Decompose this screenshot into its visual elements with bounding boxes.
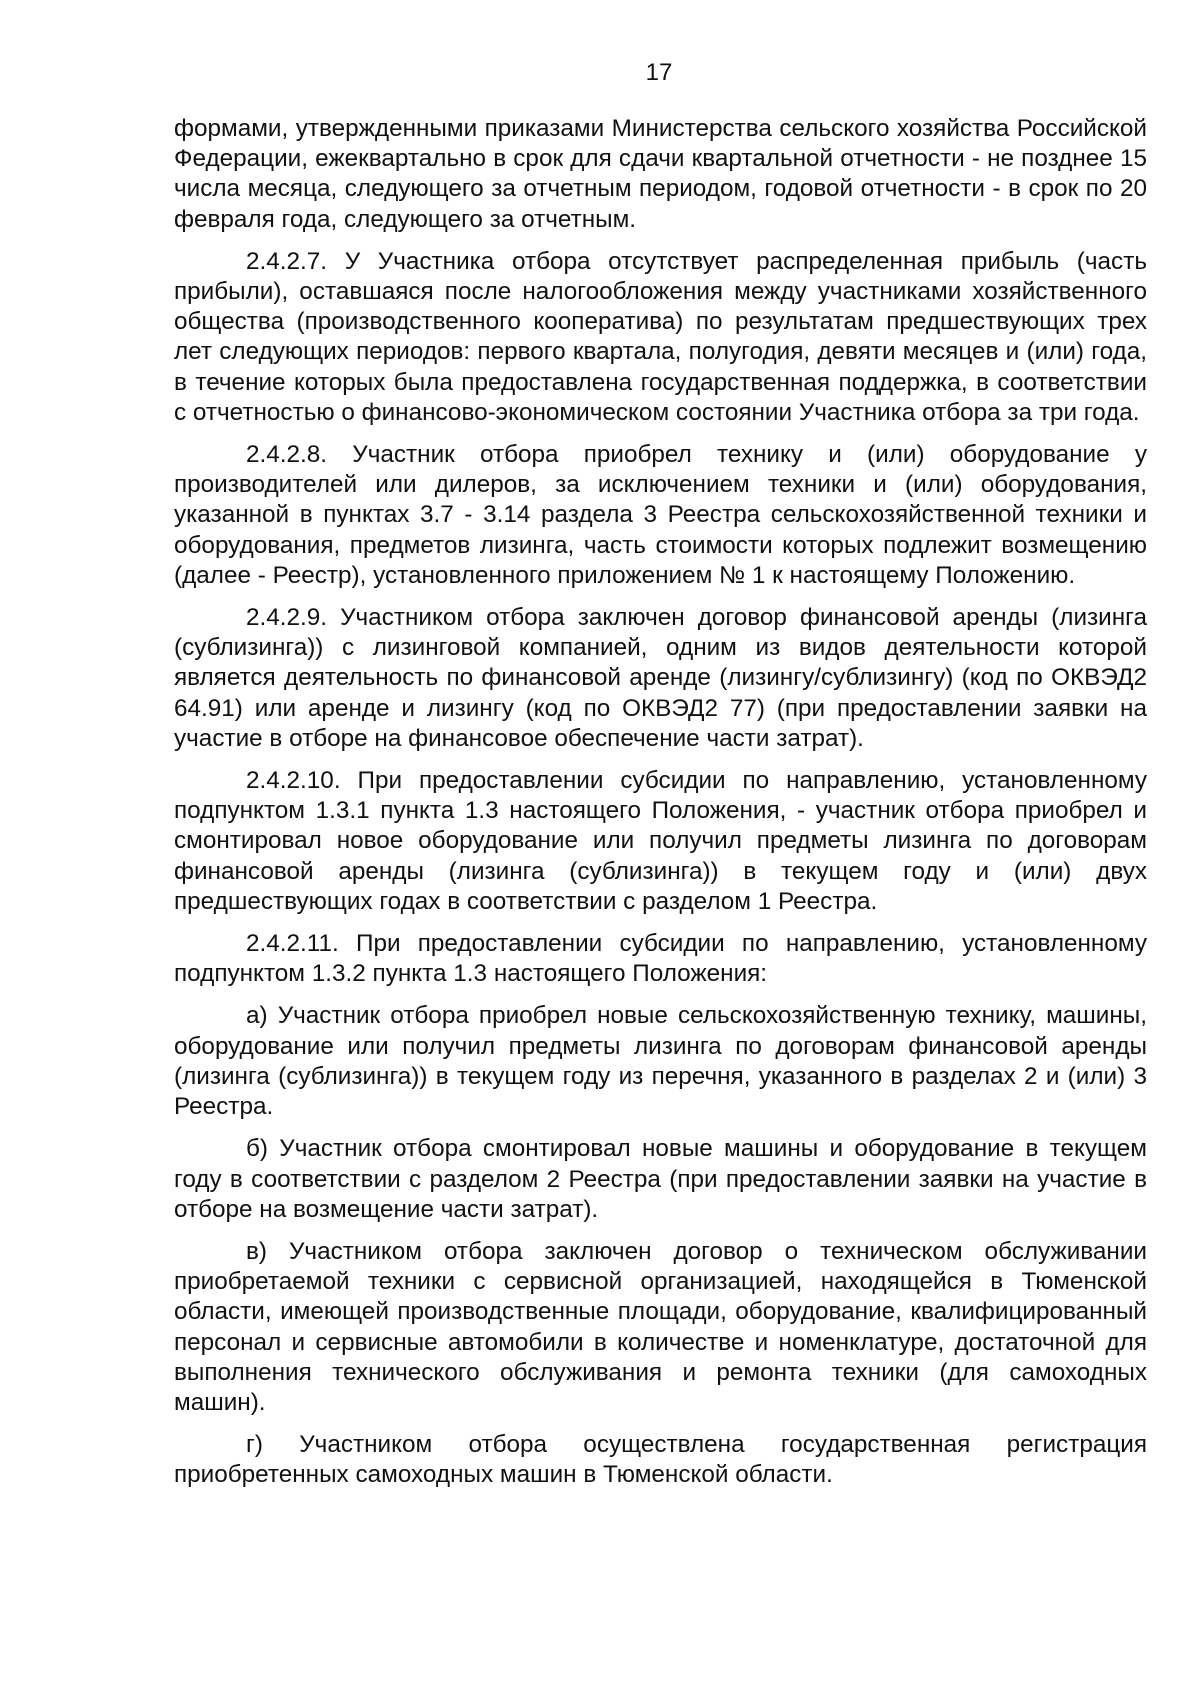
paragraph-2-4-2-9: 2.4.2.9. Участником отбора заключен договор финансовой аренды (лизинга (сублизинга)) с лизинговой компанией, одним из видов деятельности которой является деятельность по финансовой аренде (лизингу/сублизингу) (код по ОКВЭД2 64.91) или аренде и лизингу (код по ОКВЭД2 77) (при предоставлении заявки на участие в отборе на финансовое обеспечение части затрат). (174, 604, 1147, 752)
paragraph-item-g: г) Участником отбора осуществлена государственная регистрация приобретенных самоходных машин в Тюменской области. (174, 1431, 1147, 1489)
paragraph-item-b: б) Участник отбора смонтировал новые машины и оборудование в текущем году в соответствии с разделом 2 Реестра (при предоставлении заявки на участие в отборе на возмещение части затрат). (174, 1135, 1147, 1223)
paragraph-2-4-2-8: 2.4.2.8. Участник отбора приобрел технику и (или) оборудование у производителей или дилеров, за исключением техники и (или) оборудования, указанной в пунктах 3.7 - 3.14 раздела 3 Реестра сельскохозяйственной техники и оборудования, предметов лизинга, часть стоимости которых подлежит возмещению (далее - Реестр), установленного приложением № 1 к настоящему Положению. (174, 441, 1147, 589)
document-body (174, 114, 1147, 1503)
paragraph-item-a: а) Участник отбора приобрел новые сельскохозяйственную технику, машины, оборудование или получил предметы лизинга по договорам финансовой аренды (лизинга (сублизинга)) в текущем году из перечня, указанного в разделах 2 и (или) 3 Реестра. (174, 1002, 1147, 1121)
paragraph-continuation: формами, утвержденными приказами Министерства сельского хозяйства Российской Федерации, ежеквартально в срок для сдачи квартальной отчетности - не позднее 15 числа месяца, следующего за отчетным периодом, годовой отчетности - в срок по 20 февраля года, следующего за отчетным. (174, 115, 1147, 233)
paragraph-2-4-2-7: 2.4.2.7. У Участника отбора отсутствует распределенная прибыль (часть прибыли), оставшаяся после налогообложения между участниками хозяйственного общества (производственного кооператива) по результатам предшествующих трех лет следующих периодов: первого квартала, полугодия, девяти месяцев и (или) года, в течение которых была предоставлена государственная поддержка, в соответствии с отчетностью о финансово-экономическом состоянии Участника отбора за три года. (174, 247, 1147, 426)
page-number: 17 (645, 59, 673, 86)
paragraph-item-v: в) Участником отбора заключен договор о техническом обслуживании приобретаемой техники с сервисной организацией, находящейся в Тюменской области, имеющей производственные площади, оборудование, квалифицированный персонал и сервисные автомобили в количестве и номенклатуре, достаточной для выполнения технического обслуживания и ремонта техники (для самоходных машин). (174, 1237, 1147, 1416)
paragraph-2-4-2-10: 2.4.2.10. При предоставлении субсидии по направлению, установленному подпунктом 1.3.1 пункта 1.3 настоящего Положения, - участник отбора приобрел и смонтировал новое оборудование или получил предметы лизинга по договорам финансовой аренды (лизинга (сублизинга)) в текущем году и (или) двух предшествующих годах в соответствии с разделом 1 Реестра. (174, 767, 1147, 915)
paragraph-2-4-2-11: 2.4.2.11. При предоставлении субсидии по направлению, установленному подпунктом 1.3.2 пункта 1.3 настоящего Положения: (174, 930, 1147, 988)
